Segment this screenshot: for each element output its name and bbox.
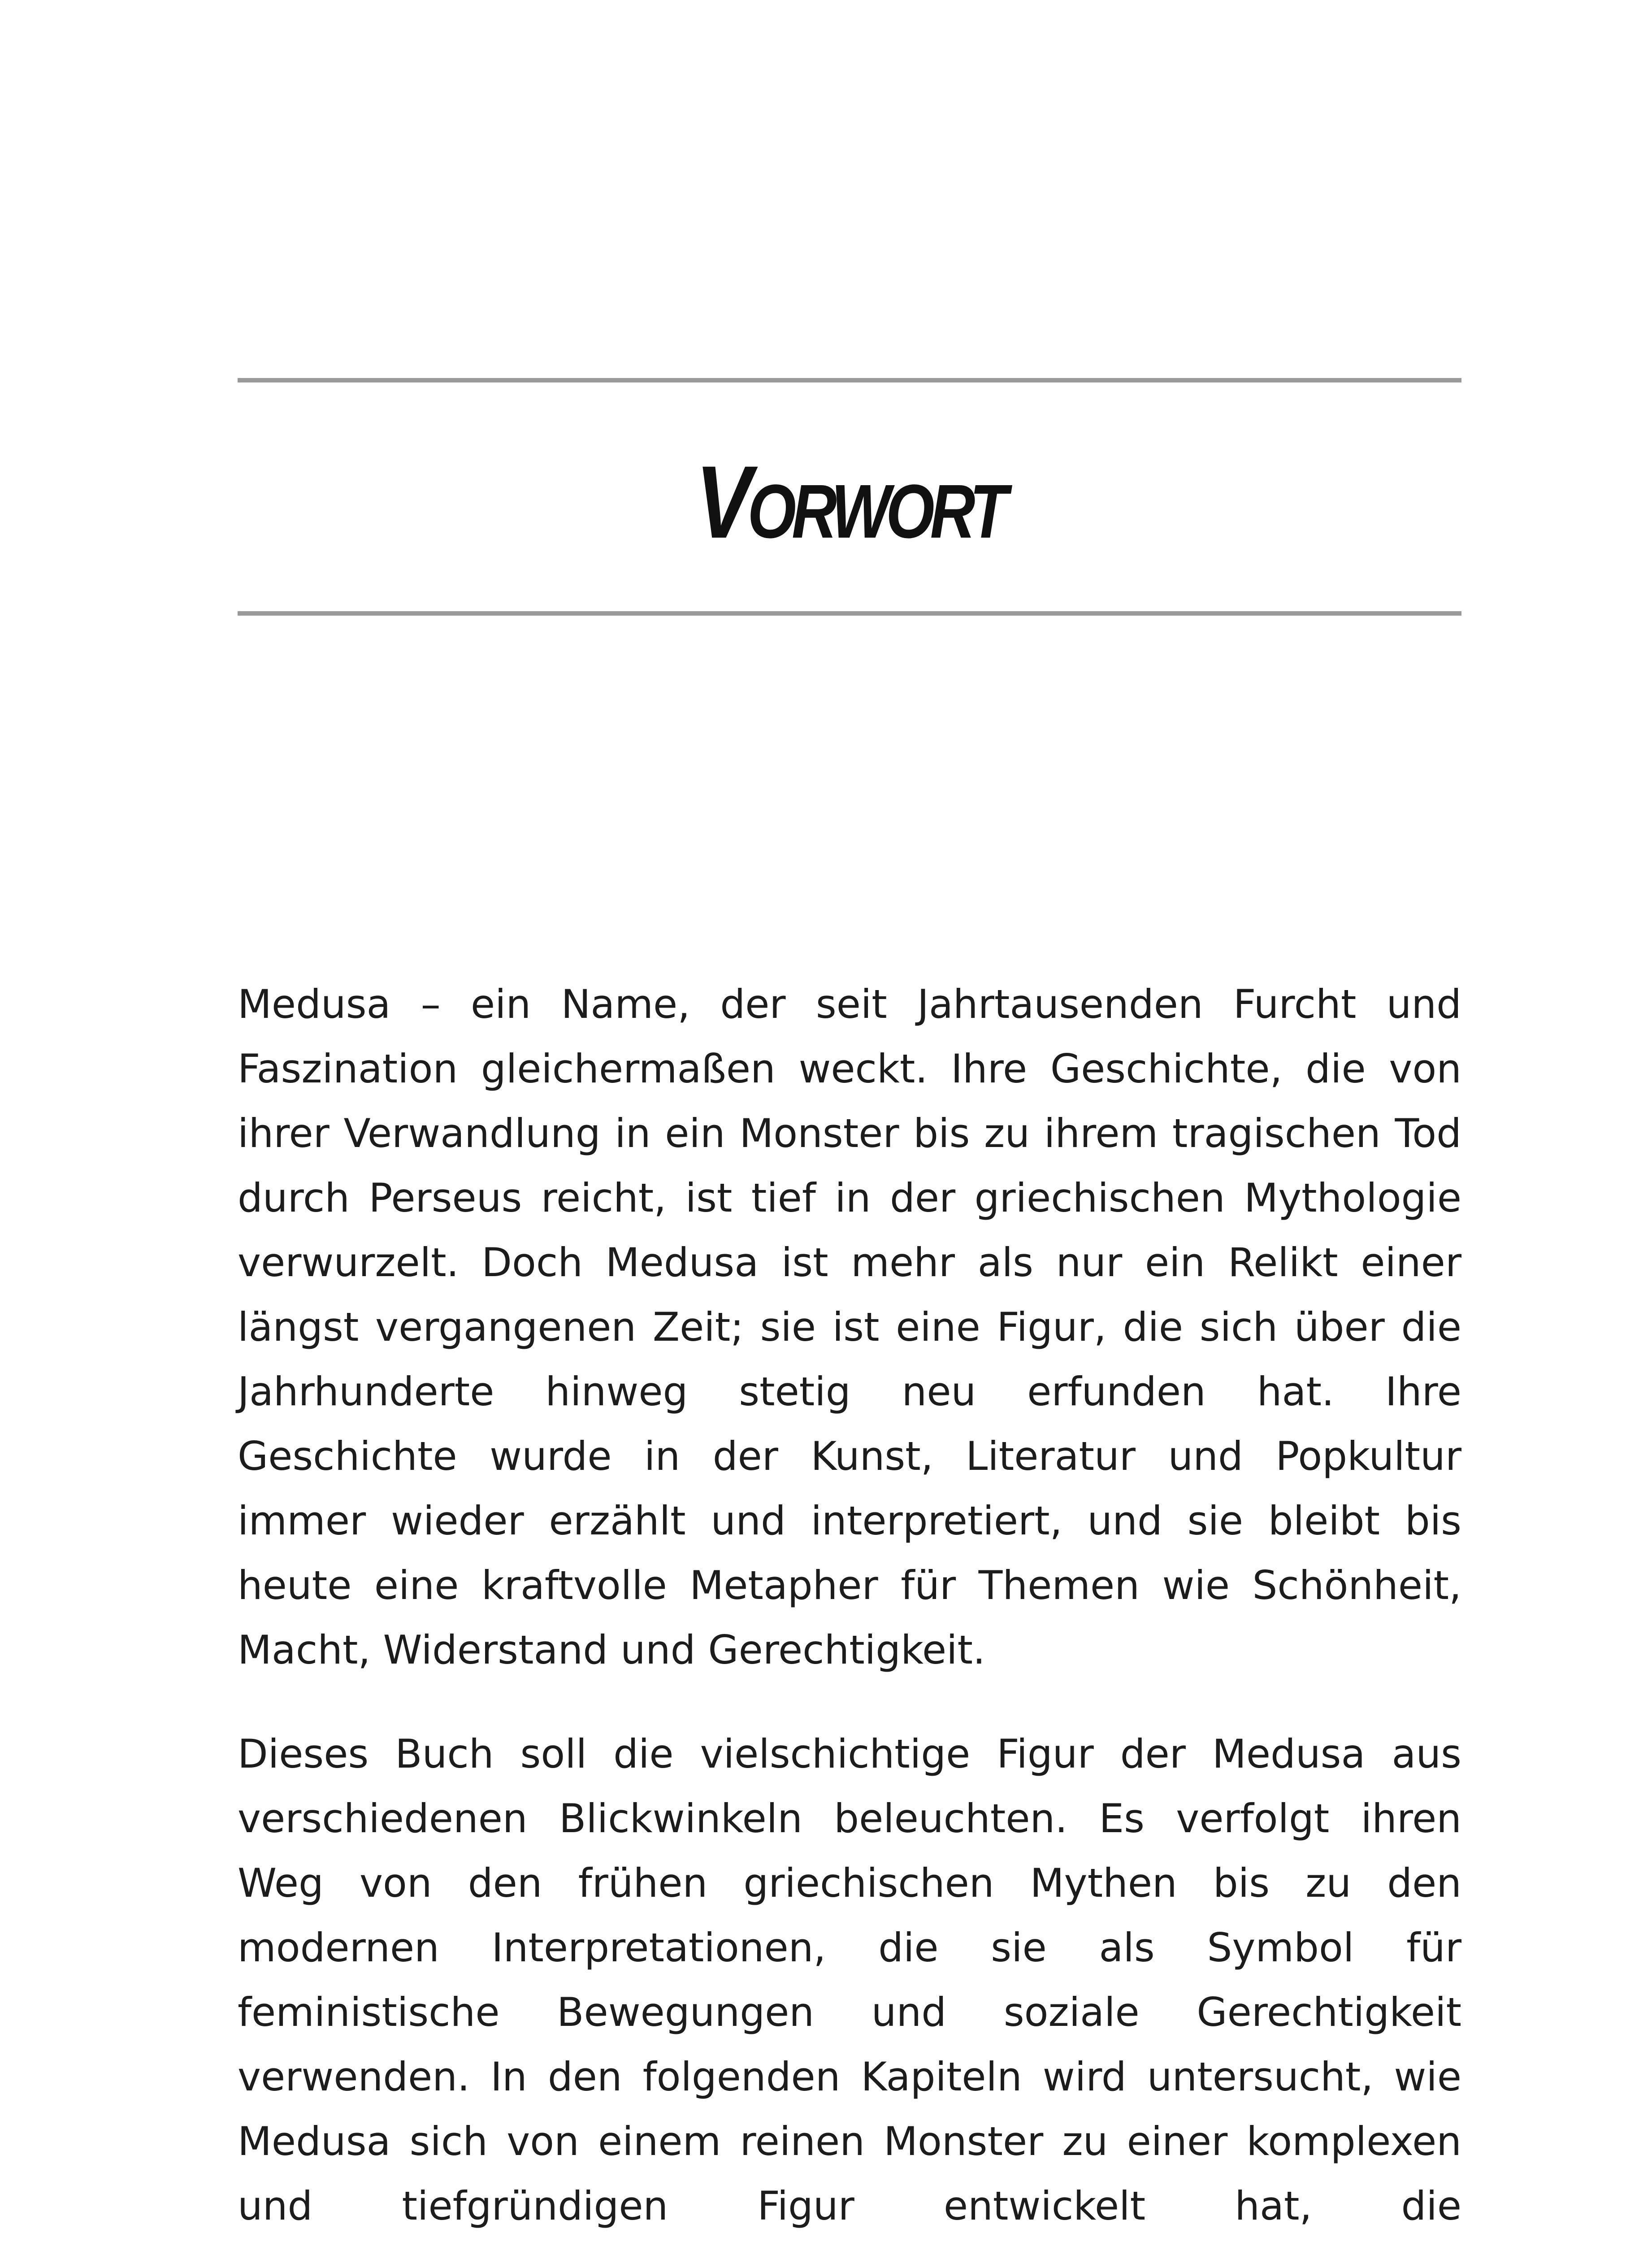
paragraph-2: Dieses Buch soll die vielschichtige Figur der Medusa aus verschiedenen Blickwinkeln beleuchten. Es verfolgt ihren Weg von den frühen griechischen Mythen bis zu den modernen Interpretationen, die sie als Symbol für feministische Bewegungen und soziale Gerechtigkeit verwenden. In den folgenden Kapiteln wird untersucht, wie Medusa sich von einem reinen Monster zu einer komplexen und tiefgründigen Figur entwickelt hat, die (238, 1731, 1461, 2229)
chapter-title-rest: ORWORT (747, 469, 1004, 554)
title-rule-top (238, 378, 1461, 382)
chapter-title (348, 444, 1352, 570)
title-rule-bottom (238, 611, 1461, 616)
paragraph-1: Medusa – ein Name, der seit Jahrtausenden Furcht und Faszination gleichermaßen weckt. Ihre Geschichte, die von ihrer Verwandlung in ein Monster bis zu ihrem tragischen Tod durch Perseus reicht, ist tief in der griechischen Mythologie verwurzelt. Doch Medusa ist mehr als nur ein Relikt einer längst vergangenen Zeit; sie ist eine Figur, die sich über die Jahrhunderte hinweg stetig neu erfunden hat. Ihre Geschichte wurde in der Kunst, Literatur und Popkultur immer wieder erzählt und interpretiert, und sie bleibt bis heute eine kraftvolle Metapher für Themen wie Schönheit, Macht, Widerstand und Gerechtigkeit. (238, 981, 1461, 1673)
chapter-title-initial: V (695, 444, 748, 560)
body-text (238, 972, 1461, 2242)
